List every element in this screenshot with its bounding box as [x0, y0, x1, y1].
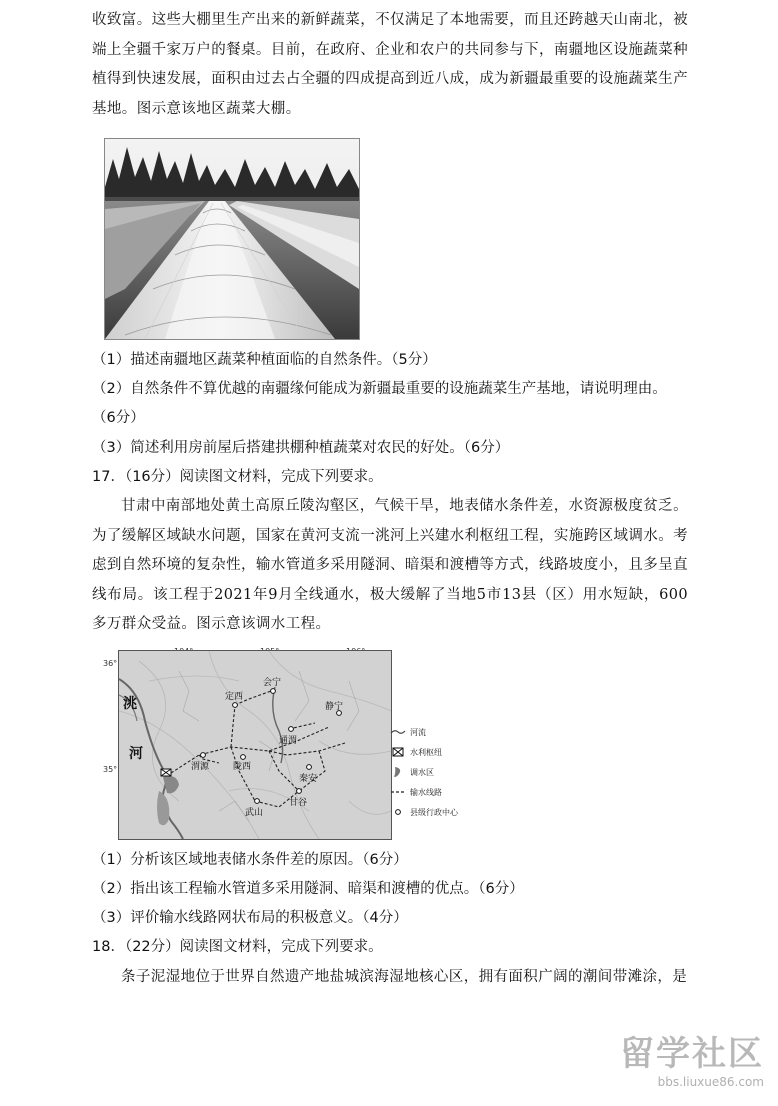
q17-material: 甘肃中南部地处黄土高原丘陵沟壑区，气候干旱，地表储水条件差，水资源极度贫乏。为了缓解区域缺水问题，国家在黄河支流一洮河上兴建水利枢纽工程，实施跨区域调水。考虑到自然环境的复杂性，输水管道多采用隧洞、暗渠和渡槽等方式，线路坡度小，且多呈直线布局。该工程于2021年9月全线通水，极大缓解了当地5市13县（区）用水短缺，600多万群众受益。图示意该调水工程。	[92, 498, 688, 632]
lat-tick-36: 36°	[103, 659, 118, 668]
q17-heading: 17．（16分）阅读图文材料，完成下列要求。	[92, 469, 383, 485]
map-legend	[390, 722, 500, 822]
place-jingning: 静宁	[325, 702, 344, 712]
watermark-logo-text: 留学社区	[620, 1034, 764, 1074]
county-center-icon	[390, 808, 406, 816]
legend-dam: 水利枢纽	[390, 742, 500, 762]
place-weiyuan: 渭源	[191, 762, 210, 772]
legend-county-center: 县级行政中心	[390, 802, 500, 822]
river-icon	[390, 728, 406, 736]
dam-icon	[161, 769, 171, 776]
q16-sub2-score: （6分）	[92, 410, 145, 426]
q16-sub1: （1）描述南疆地区蔬菜种植面临的自然条件。（5分）	[92, 352, 437, 368]
lat-tick-35: 35°	[103, 765, 118, 774]
pipeline-icon	[390, 788, 406, 796]
legend-river: 河流	[390, 722, 500, 742]
q17-sub1: （1）分析该区域地表储水条件差的原因。（6分）	[92, 852, 408, 868]
water-diversion-map	[118, 650, 392, 840]
dam-icon	[390, 747, 406, 757]
q16-sub2: （2）自然条件不算优越的南疆缘何能成为新疆最重要的设施蔬菜生产基地，请说明理由。	[92, 381, 667, 397]
q17-sub2: （2）指出该工程输水管道多采用隧洞、暗渠和渡槽的优点。（6分）	[92, 881, 524, 897]
watermark-url: bbs.liuxue86.com	[657, 1075, 764, 1089]
place-gangu: 甘谷	[289, 798, 308, 808]
intro-paragraph: 收致富。这些大棚里生产出来的新鲜蔬菜，不仅满足了本地需要，而且还跨越天山南北，被端上全疆千家万户的餐桌。目前，在政府、企业和农户的共同参与下，南疆地区设施蔬菜种植得到快速发展，面积由过去占全疆的四成提高到近八成，成为新疆最重要的设施蔬菜生产基地。图示意该地区蔬菜大棚。	[92, 12, 688, 117]
place-longxi: 陇西	[233, 762, 252, 772]
q17-sub3: （3）评价输水线路网状布局的积极意义。（4分）	[92, 910, 408, 926]
diversion-area-icon	[390, 766, 406, 778]
q18-material: 条子泥湿地位于世界自然遗产地盐城滨海湿地核心区，拥有面积广阔的潮间带滩涂，是	[121, 969, 688, 985]
place-huining: 会宁	[263, 678, 282, 688]
place-tongwei: 通渭	[279, 736, 298, 746]
site-watermark	[594, 1034, 764, 1100]
river-label-tao: 洮	[123, 696, 137, 712]
place-dingxi: 定西	[225, 692, 244, 702]
place-wushan: 武山	[245, 808, 264, 818]
q18-heading: 18．（22分）阅读图文材料，完成下列要求。	[92, 939, 383, 955]
river-label-he: 河	[129, 746, 143, 762]
legend-diversion-area: 调水区	[390, 762, 500, 782]
legend-pipeline: 输水线路	[390, 782, 500, 802]
place-qin-an: 秦安	[299, 774, 318, 784]
q16-sub3: （3）简述利用房前屋后搭建拱棚种植蔬菜对农民的好处。（6分）	[92, 440, 510, 456]
greenhouse-photo	[104, 138, 360, 340]
